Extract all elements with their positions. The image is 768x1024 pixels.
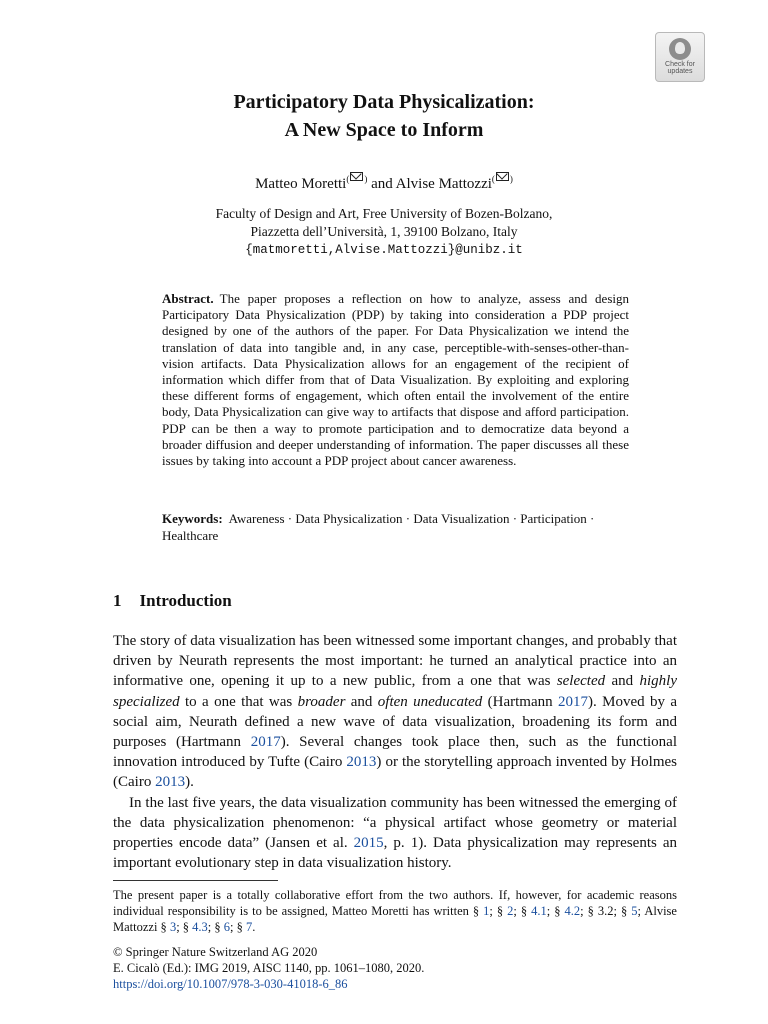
badge-label-line1: Check for — [665, 61, 695, 68]
text-run: ) or the storytelling approach invented by Holmes (Cairo — [113, 754, 677, 791]
section-link[interactable]: 6 — [223, 920, 231, 934]
text-run: The story of data visualization has been witnessed some important changes, and probably that driven by Neurath represents the most important: he turned an analytical practice into an informative one, opening it up to a new public, from a one that was — [113, 633, 677, 690]
keywords — [162, 510, 629, 544]
footnote-divider — [113, 880, 278, 881]
citation-info: E. Cicalò (Ed.): IMG 2019, AISC 1140, pp. 1061–1080, 2020. — [113, 961, 425, 975]
text-run: ; § — [546, 904, 565, 918]
author-2-mail[interactable]: ( ) — [491, 174, 513, 184]
abstract-label: Abstract. — [162, 291, 214, 306]
citation-link[interactable]: 2013 — [346, 754, 377, 771]
italic-run: selected — [556, 673, 606, 690]
check-for-updates-badge[interactable] — [655, 32, 705, 82]
text-run: ; § — [230, 920, 247, 934]
publication-footer — [113, 944, 424, 992]
text-run: to a one that was — [179, 693, 298, 710]
footnote — [113, 887, 677, 935]
author-emails: {matmoretti,Alvise.Mattozzi}@unibz.it — [245, 243, 523, 257]
paragraph — [113, 631, 677, 793]
text-run: . — [252, 920, 256, 934]
section-link[interactable]: 7 — [246, 920, 253, 934]
italic-run: highly specialized — [113, 673, 677, 710]
citation-link[interactable]: 2015 — [353, 835, 384, 852]
envelope-icon — [350, 172, 363, 181]
text-run: (Hartmann — [482, 693, 558, 710]
italic-run: broader — [297, 693, 346, 710]
abstract-text: The paper proposes a reflection on how to analyze, assess and design Participatory Data Physicalization (PDP) by taking into consideration a PDP project designed by one of the authors of the paper. For Data Physicalization we intend the translation of data into tangible and, in any case, perceptible-with-senses-other-than-vision artifacts. Data Physicalization allows for an engagement of the recipient of information which differ from that of Data Visualization. By exploiting and exploring these different forms of engagement, which often entail the involvement of the entire body, Data Physicalization can give way to artifacts that dispose and afford participation. PDP can be then a way to promote participation and to democratize data beyond a broader diffusion and deeper understanding of information. The paper discusses all these issues by taking into account a PDP project about cancer awareness. — [162, 291, 629, 469]
author-1: Matteo Moretti — [255, 176, 347, 192]
text-run: , p. 1). Data physicalization may represents an important evolutionary step in data visualization history. — [113, 835, 678, 872]
section-link[interactable]: 2 — [507, 904, 514, 918]
title-line-2: A New Space to Inform — [284, 119, 484, 141]
keywords-text: Awareness · Data Physicalization · Data Visualization · Participation · Healthcare — [162, 511, 595, 543]
section-heading — [113, 591, 232, 611]
section-title: Introduction — [139, 591, 232, 610]
citation-link[interactable]: 2017 — [250, 734, 281, 751]
section-link[interactable]: 4.1 — [531, 904, 547, 918]
keywords-label: Keywords: — [162, 511, 223, 526]
author-separator: and — [367, 176, 396, 192]
author-2: Alvise Mattozzi — [395, 176, 492, 192]
envelope-icon — [496, 172, 509, 181]
abstract — [162, 291, 629, 469]
title-line-1: Participatory Data Physicalization: — [233, 91, 535, 113]
text-run: and — [345, 693, 378, 710]
section-link[interactable]: 5 — [631, 904, 638, 918]
text-run: ; § — [489, 904, 508, 918]
affiliation — [0, 205, 768, 259]
citation-link[interactable]: 2017 — [558, 693, 588, 710]
body-text — [113, 631, 677, 873]
text-run: ; Alvise Mattozzi § — [113, 904, 677, 934]
check-updates-icon — [669, 38, 691, 60]
paper-title — [0, 88, 768, 144]
section-link[interactable]: 4.3 — [192, 920, 208, 934]
text-run: In the last five years, the data visualization community has been witnessed the emerging of the data physicalization phenomenon: “a physical artifact whose geometry or material properties encode data” (Jansen et al. — [113, 794, 677, 852]
text-run: and — [605, 673, 640, 690]
badge-label-line2: updates — [667, 68, 693, 75]
text-run: ; § — [207, 920, 224, 934]
text-run: The present paper is a totally collaborative effort from the two authors. If, however, for academic reasons individual responsibility is to be assigned, Matteo Moretti has written § — [113, 888, 677, 918]
text-run: ). — [185, 774, 194, 791]
section-number: 1 — [113, 591, 122, 610]
section-link[interactable]: 1 — [483, 904, 490, 918]
citation-link[interactable]: 2013 — [155, 774, 186, 791]
text-run: ). Several changes took place then, such as the functional innovation introduced by Tufte (Cairo — [113, 734, 677, 771]
doi-link[interactable]: https://doi.org/10.1007/978-3-030-41018-6_86 — [113, 977, 348, 991]
affiliation-line-2: Piazzetta dell’Università, 1, 39100 Bolzano, Italy — [250, 224, 518, 239]
text-run: ; § 3.2; § — [580, 904, 632, 918]
paragraph — [113, 793, 677, 874]
copyright: © Springer Nature Switzerland AG 2020 — [113, 945, 318, 959]
section-link[interactable]: 4.2 — [564, 904, 581, 918]
authors — [0, 172, 768, 193]
affiliation-line-1: Faculty of Design and Art, Free University of Bozen-Bolzano, — [215, 206, 553, 221]
italic-run: often uneducated — [377, 693, 483, 710]
text-run: ; § — [176, 920, 193, 934]
section-link[interactable]: 3 — [169, 920, 177, 934]
text-run: ; § — [513, 904, 532, 918]
text-run: ). Moved by a social aim, Neurath defined a new wave of data visualization, broadening its form and purposes (Hartmann — [113, 693, 677, 751]
author-1-mail[interactable]: ( ) — [346, 174, 368, 184]
